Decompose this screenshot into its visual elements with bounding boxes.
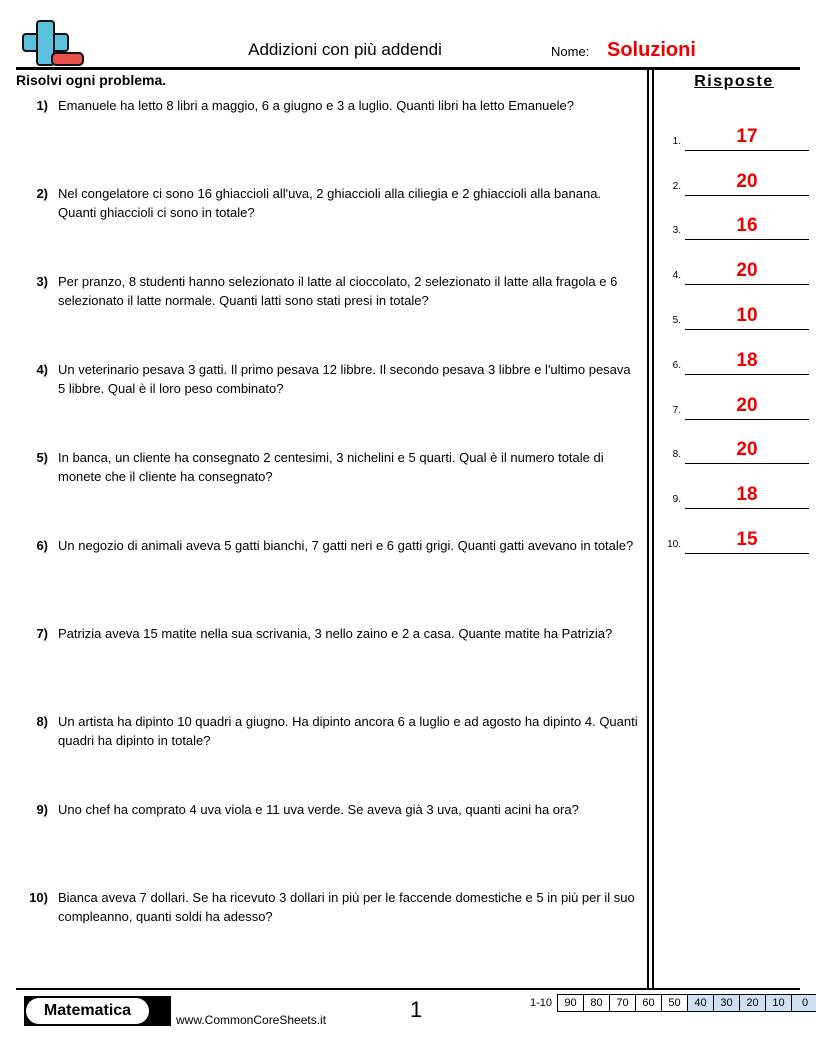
answer-value: 16 <box>736 215 758 237</box>
scale-box: 0 <box>792 995 816 1011</box>
worksheet-header <box>0 0 816 70</box>
minus-bar <box>51 52 84 66</box>
question-item <box>16 448 641 536</box>
answer-row <box>656 151 811 196</box>
scale-box: 20 <box>740 995 766 1011</box>
question-number: 4) <box>36 362 48 377</box>
question-number: 5) <box>36 450 48 465</box>
answer-number: 9. <box>672 494 681 506</box>
scale-box: 40 <box>688 995 714 1011</box>
answer-row <box>656 375 811 420</box>
question-text: Per pranzo, 8 studenti hanno selezionato il latte al cioccolato, 2 selezionato il latte alla fragola e 6 selezionato il latte normale. Quanti latti sono stati presi in totale? <box>58 274 618 308</box>
question-text: Bianca aveva 7 dollari. Se ha ricevuto 3 dollari in più per le faccende domestiche e 5 in più per il suo compleanno, quanti soldi ha adesso? <box>58 890 635 924</box>
question-item <box>16 624 641 712</box>
question-text: In banca, un cliente ha consegnato 2 centesimi, 3 nichelini e 5 quarti. Qual è il numero totale di monete che il cliente ha consegnato? <box>58 450 604 484</box>
grading-scale <box>530 994 816 1012</box>
question-number: 9) <box>36 802 48 817</box>
answer-value: 18 <box>736 484 758 506</box>
scale-box: 90 <box>558 995 584 1011</box>
answer-value: 20 <box>736 260 758 282</box>
answer-value: 20 <box>736 394 758 416</box>
scale-box: 70 <box>610 995 636 1011</box>
answers-list <box>656 106 811 554</box>
answer-number: 2. <box>672 180 681 192</box>
question-number: 6) <box>36 538 48 553</box>
plus-center-fill <box>38 35 53 50</box>
answer-row <box>656 240 811 285</box>
scale-box: 50 <box>662 995 688 1011</box>
question-text: Emanuele ha letto 8 libri a maggio, 6 a giugno e 3 a luglio. Quanti libri ha letto Emanuele? <box>58 98 574 113</box>
answer-value: 20 <box>736 439 758 461</box>
answer-row <box>656 464 811 509</box>
answer-value: 18 <box>736 349 758 371</box>
answer-row <box>656 509 811 554</box>
question-item <box>16 272 641 360</box>
answer-row <box>656 285 811 330</box>
column-divider-right <box>652 69 654 989</box>
instruction-text: Risolvi ogni problema. <box>16 72 167 88</box>
question-number: 10) <box>29 890 48 905</box>
answer-number: 4. <box>672 270 681 282</box>
question-item <box>16 360 641 448</box>
answer-row <box>656 330 811 375</box>
scale-range-label: 1-10 <box>530 997 553 1009</box>
answer-row <box>656 196 811 241</box>
question-number: 2) <box>36 186 48 201</box>
answer-number: 6. <box>672 359 681 371</box>
column-divider-left <box>647 69 649 989</box>
questions-list <box>16 96 641 976</box>
answer-number: 1. <box>672 135 681 147</box>
page-title: Addizioni con più addendi <box>248 40 442 59</box>
answer-value: 10 <box>736 304 758 326</box>
scale-box: 30 <box>714 995 740 1011</box>
answer-number: 10. <box>667 538 681 550</box>
footer-divider <box>16 988 800 990</box>
question-item <box>16 712 641 800</box>
site-url: www.CommonCoreSheets.it <box>176 1013 327 1027</box>
scale-box: 80 <box>584 995 610 1011</box>
question-number: 3) <box>36 274 48 289</box>
answer-number: 5. <box>672 314 681 326</box>
header-divider <box>16 67 800 70</box>
answer-number: 3. <box>672 225 681 237</box>
answer-row <box>656 106 811 151</box>
answer-value: 20 <box>736 170 758 192</box>
answer-row <box>656 420 811 465</box>
question-text: Nel congelatore ci sono 16 ghiaccioli all'uva, 2 ghiaccioli alla ciliegia e 2 ghiaccioli alla banana. Quanti ghiaccioli ci sono in totale? <box>58 186 602 220</box>
answer-value: 15 <box>736 528 758 550</box>
answer-value: 17 <box>736 125 758 147</box>
answers-heading: Risposte <box>694 73 774 90</box>
question-text: Un artista ha dipinto 10 quadri a giugno. Ha dipinto ancora 6 a luglio e ad agosto ha dipinto 4. Quanti quadri ha dipinto in totale? <box>58 714 638 748</box>
question-text: Uno chef ha comprato 4 uva viola e 11 uva verde. Se aveva già 3 uva, quanti acini ha ora? <box>58 802 579 817</box>
scale-box-row <box>557 994 816 1012</box>
question-text: Patrizia aveva 15 matite nella sua scrivania, 3 nello zaino e 2 a casa. Quante matite ha Patrizia? <box>58 626 613 641</box>
question-item <box>16 536 641 624</box>
scale-box: 60 <box>636 995 662 1011</box>
name-label: Nome: <box>551 44 590 59</box>
question-item <box>16 184 641 272</box>
scale-box: 10 <box>766 995 792 1011</box>
answer-number: 8. <box>672 449 681 461</box>
name-value: Soluzioni <box>607 39 696 61</box>
question-item <box>16 888 641 976</box>
question-item <box>16 96 641 184</box>
question-item <box>16 800 641 888</box>
answer-line <box>685 553 809 554</box>
plus-minus-icon <box>18 20 84 68</box>
page-number: 1 <box>410 997 423 1022</box>
question-number: 1) <box>36 98 48 113</box>
brand-label: Matematica <box>43 1002 132 1019</box>
question-text: Un negozio di animali aveva 5 gatti bianchi, 7 gatti neri e 6 gatti grigi. Quanti gatti avevano in totale? <box>58 538 634 553</box>
answer-number: 7. <box>672 404 681 416</box>
question-number: 8) <box>36 714 48 729</box>
question-number: 7) <box>36 626 48 641</box>
question-text: Un veterinario pesava 3 gatti. Il primo pesava 12 libbre. Il secondo pesava 3 libbre e l'ultimo pesava 5 libbre. Qual è il loro peso combinato? <box>58 362 631 396</box>
